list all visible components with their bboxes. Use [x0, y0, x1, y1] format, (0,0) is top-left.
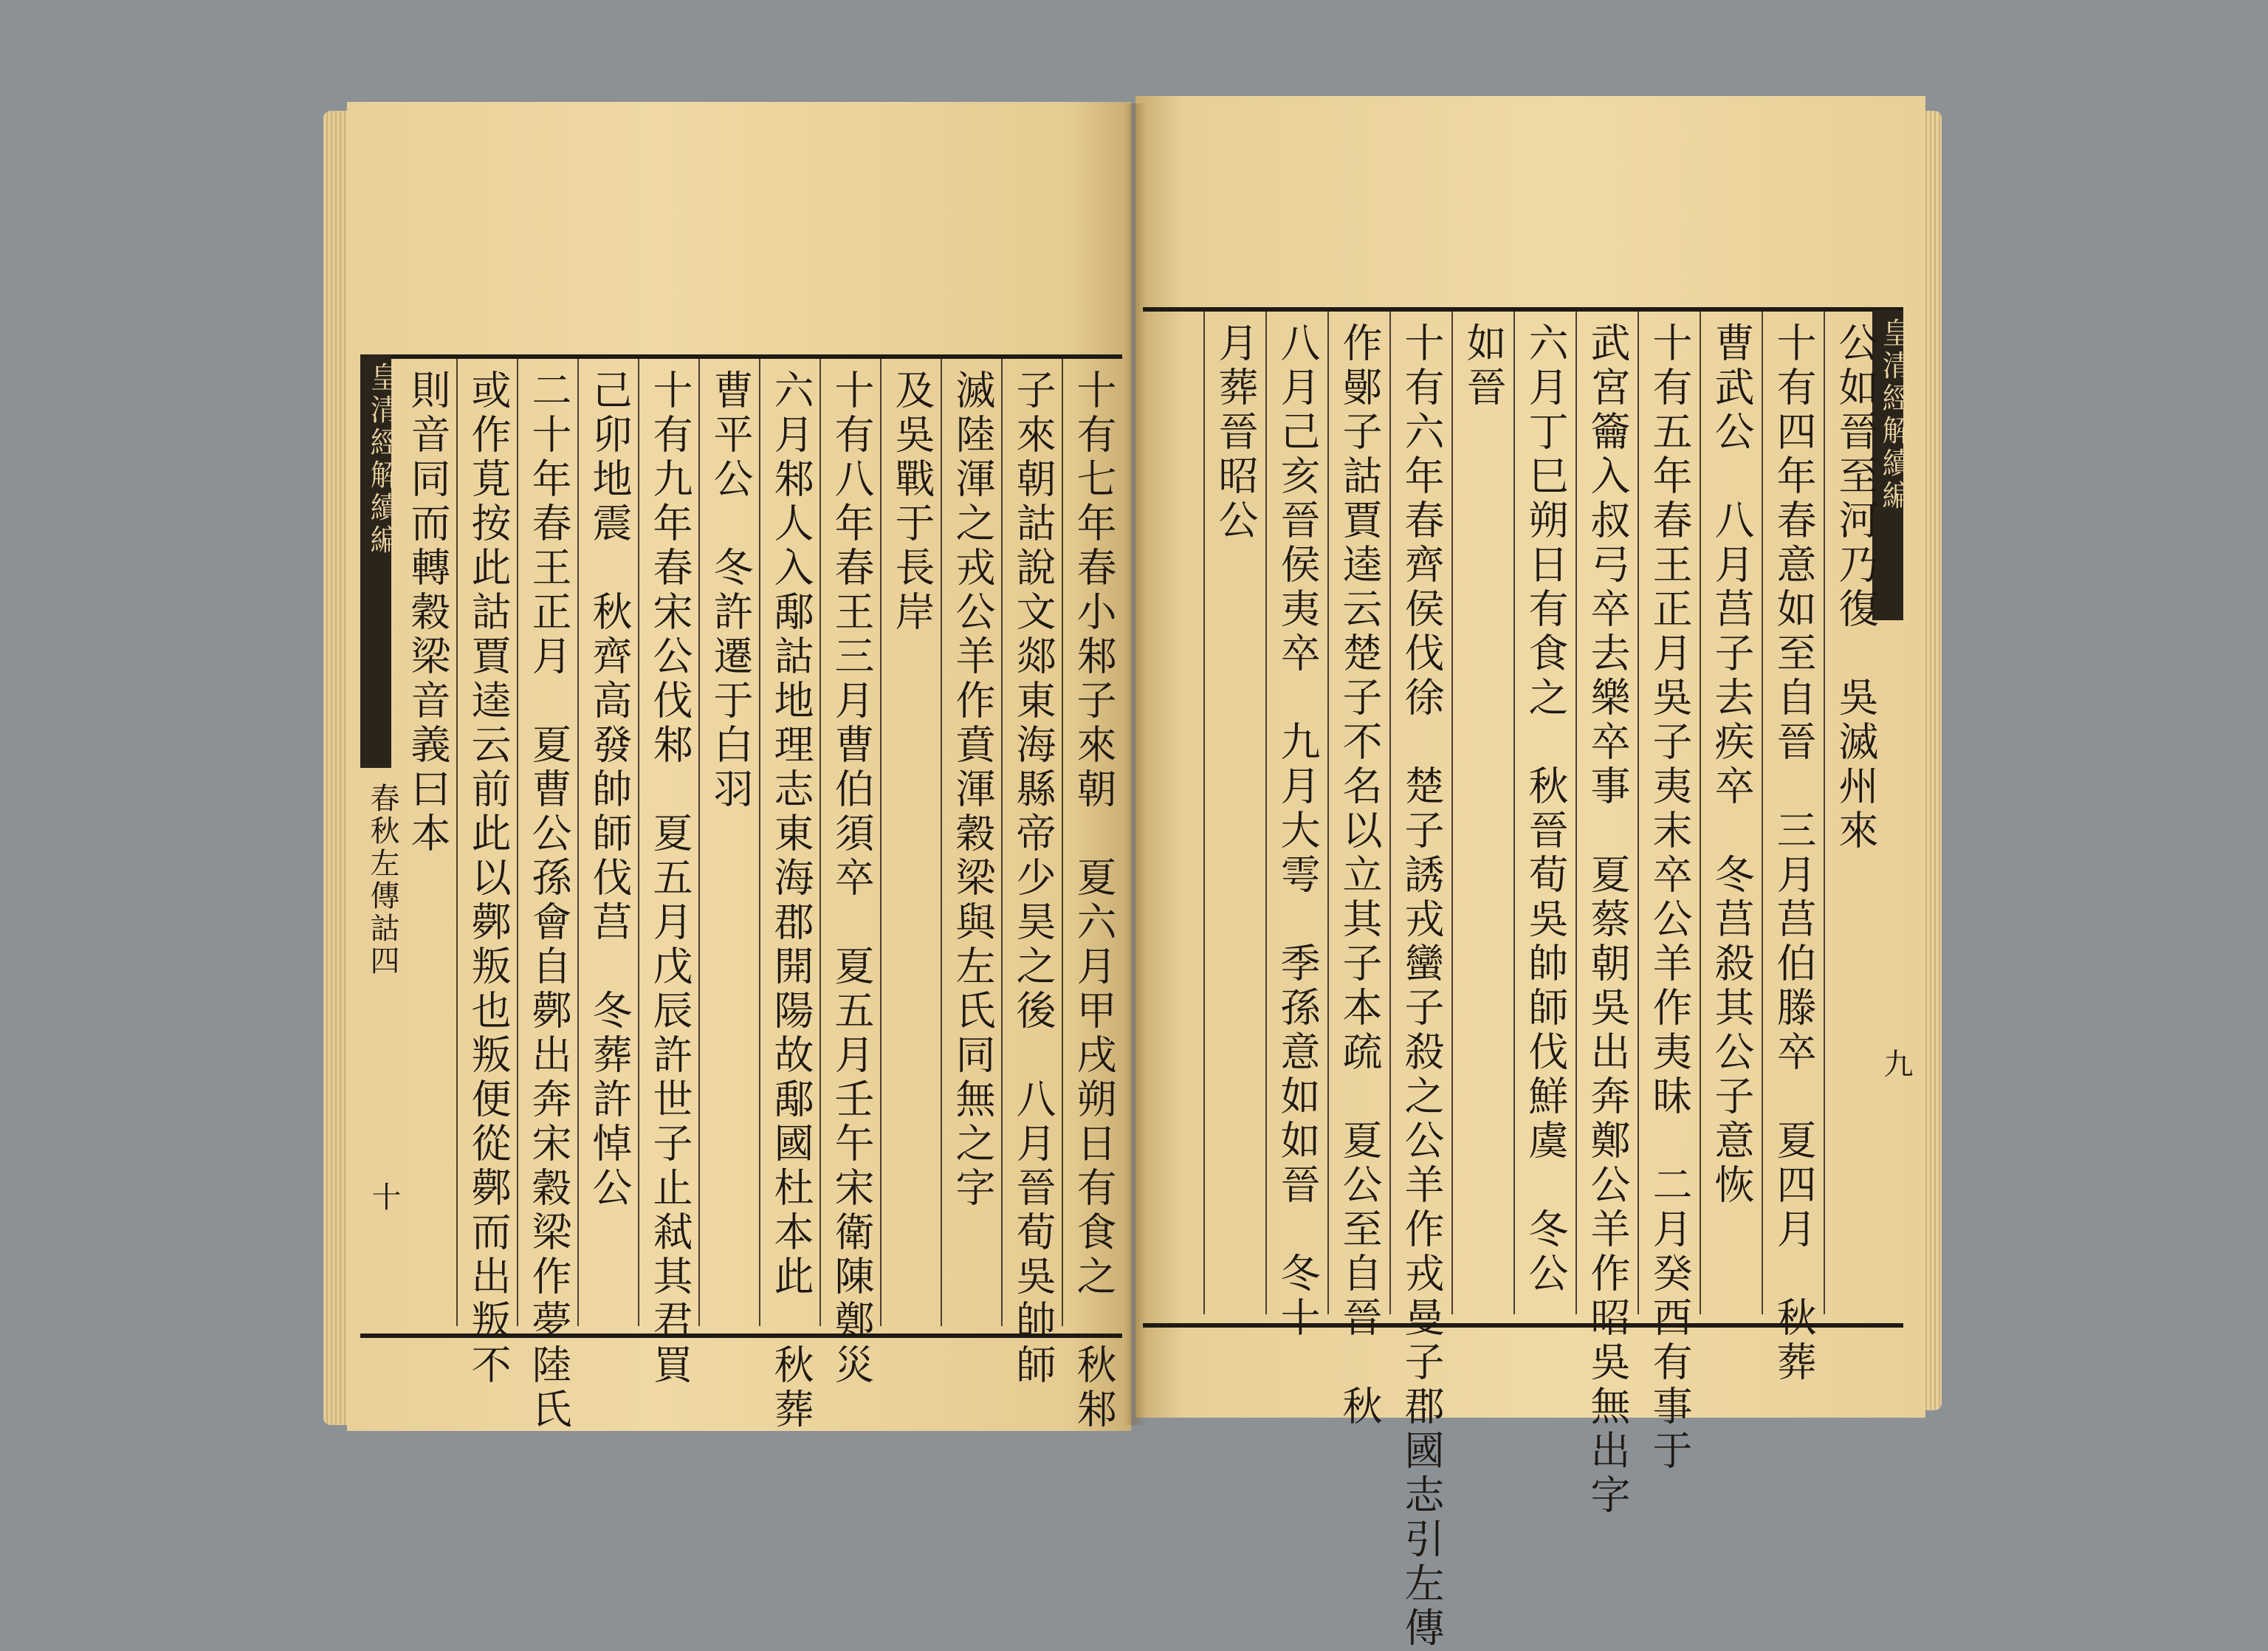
- column-rule: [1327, 312, 1329, 1314]
- column-rule: [1762, 312, 1763, 1314]
- column-rule: [517, 359, 518, 1326]
- column-rule: [941, 359, 942, 1326]
- text-column: 滅陸渾之戎公羊作賁渾穀梁與左氏同無之字: [949, 369, 996, 1211]
- text-column: 武宮籥入叔弓卒去樂卒事 夏蔡朝吳出奔鄭公羊作昭吳無出字: [1584, 322, 1631, 1518]
- column-rule: [819, 359, 821, 1326]
- text-column: 如晉: [1460, 322, 1507, 411]
- column-rule: [698, 359, 700, 1326]
- column-rule: [759, 359, 760, 1326]
- column-rule: [1824, 312, 1825, 1314]
- column-rule: [638, 359, 639, 1326]
- left-banner-title: 皇清經解續編: [365, 362, 399, 557]
- text-column: 公如晉至河乃復 吳滅州來: [1832, 322, 1879, 854]
- text-column: 則音同而轉穀梁音義曰本: [405, 369, 451, 857]
- column-rule: [1203, 312, 1205, 1314]
- column-rule: [1389, 312, 1391, 1314]
- left-fold-text: 春秋左傳詁四: [365, 783, 399, 978]
- text-column: 曹平公 冬許遷于白羽: [707, 369, 754, 812]
- column-rule: [880, 359, 882, 1326]
- left-fold-page: 十: [367, 1181, 401, 1214]
- text-column: 曹武公 八月莒子去疾卒 冬莒殺其公子意恢: [1708, 322, 1755, 1208]
- text-column: 月葬晉昭公: [1212, 322, 1259, 543]
- text-column: 及吳戰于長岸: [889, 369, 935, 635]
- text-column: 己卯地震 秋齊高發帥師伐莒 冬葬許悼公: [586, 369, 633, 1211]
- text-column: 六月邾人入鄅詁地理志東海郡開陽故鄅國杜本此 秋葬: [768, 369, 814, 1432]
- text-column: 子來朝詁說文郯東海縣帝少昊之後 八月晉荀吳帥師: [1010, 369, 1056, 1388]
- text-column: 十有八年春王三月曹伯須卒 夏五月壬午宋衛陳鄭災: [828, 369, 875, 1388]
- column-rule: [1700, 312, 1701, 1314]
- text-column: 十有七年春小邾子來朝 夏六月甲戌朔日有食之 秋邾: [1071, 369, 1117, 1432]
- text-column: 六月丁巳朔日有食之 秋晉荀吳帥師伐鮮虞 冬公: [1522, 322, 1569, 1297]
- text-column: 十有五年春王正月吳子夷末卒公羊作夷昧 二月癸酉有事于: [1646, 322, 1693, 1474]
- text-column: 十有四年春意如至自晉 三月莒伯滕卒 夏四月 秋葬: [1770, 322, 1817, 1385]
- right-fold-page: 九: [1879, 1048, 1913, 1081]
- column-rule: [1638, 312, 1639, 1314]
- column-rule: [456, 359, 458, 1326]
- text-column: 或作莧按此詁賈逵云前此以鄸叛也叛便從鄸而出叛不: [465, 369, 512, 1388]
- text-column: 八月己亥晉侯夷卒 九月大雩 季孫意如如晉 冬十: [1274, 322, 1321, 1341]
- column-rule: [1575, 312, 1577, 1314]
- column-rule: [1001, 359, 1003, 1326]
- text-column: 十有九年春宋公伐邾 夏五月戊辰許世子止弒其君買: [647, 369, 693, 1388]
- column-rule: [577, 359, 579, 1326]
- column-rule: [1265, 312, 1267, 1314]
- text-column: 二十年春王正月 夏曹公孫會自鄸出奔宋穀梁作夢陸氏: [526, 369, 572, 1432]
- column-rule: [1513, 312, 1515, 1314]
- right-banner-title: 皇清經解續編: [1877, 318, 1911, 512]
- text-column: 十有六年春齊侯伐徐 楚子誘戎蠻子殺之公羊作戎曼子郡國志引左傳: [1398, 322, 1445, 1651]
- column-rule: [1451, 312, 1453, 1314]
- column-rule: [1062, 359, 1063, 1326]
- text-column: 作鄤子詁賈逵云楚子不名以立其子本疏 夏公至自晉 秋: [1336, 322, 1383, 1429]
